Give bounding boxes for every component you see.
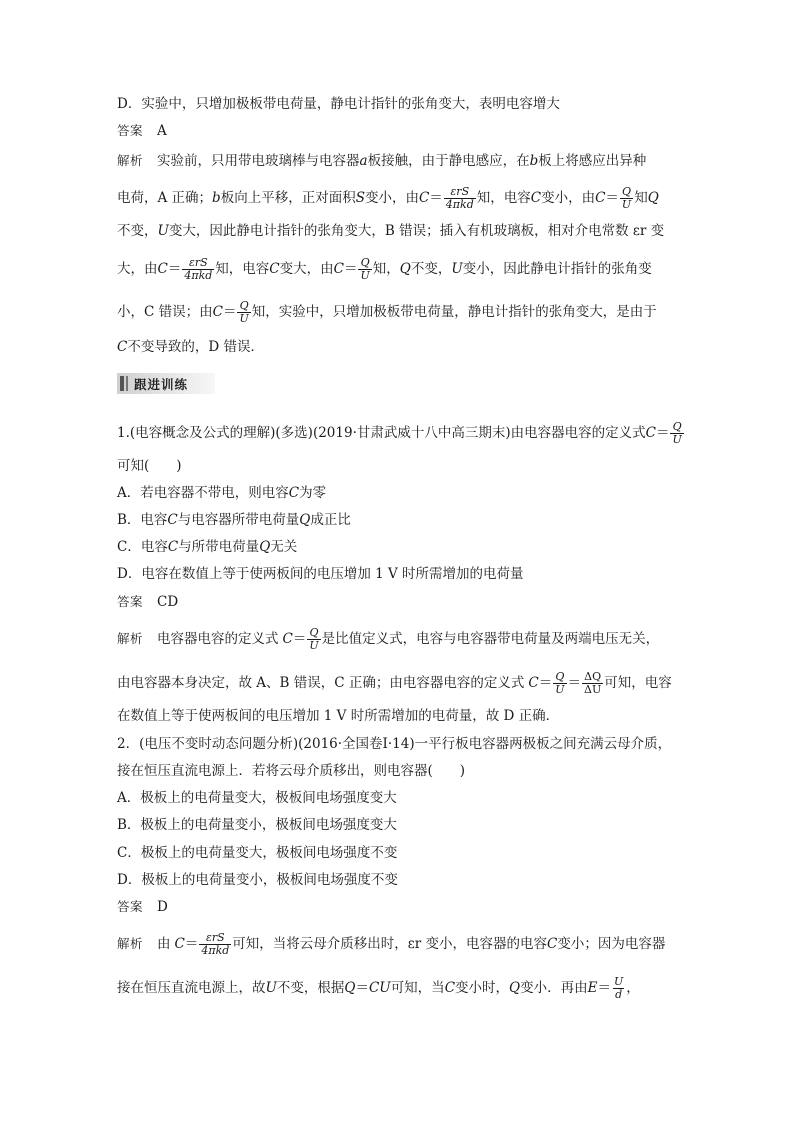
text-span: A．极板上的电荷量变大，极板间电场强度变大 (117, 790, 397, 806)
text-span: b (212, 190, 221, 206)
text-span: Q (555, 670, 565, 683)
text-span: 解析 (117, 631, 144, 646)
text-span: C (117, 339, 128, 355)
text-span: C (269, 261, 280, 277)
q2-option-a (117, 788, 397, 808)
text-span: 4πkd (201, 944, 230, 957)
text-span: ΔQ (584, 670, 602, 683)
text-span: 不变， (117, 223, 158, 239)
text-span: 实验前，只用带电玻璃棒与电容器 (157, 153, 360, 169)
text-span: 可知，电容 (604, 675, 672, 691)
formula-fraction (444, 186, 476, 211)
text-span: C (645, 425, 656, 441)
text-span: 知，电容 (476, 190, 531, 206)
text-span: 大，由 (117, 261, 158, 277)
text-span: Q (259, 539, 271, 555)
text-span: 由电容器本身决定，故 A、B 错误，C 正确；由电容器电容的定义式 (117, 675, 525, 691)
formula-fraction (620, 186, 633, 211)
text-span: C．极板上的电荷量变大，极板间电场强度不变 (117, 845, 398, 861)
text-span: 变小．再由 (520, 980, 588, 996)
q2-option-c (117, 843, 397, 863)
text-span: 变大，因此静电计指针的张角变大，B 错误；插入有机玻璃板，相对介电常数 εr 变 (168, 223, 665, 239)
section-title: 跟进训练 (134, 376, 189, 392)
analysis-line-3 (117, 221, 664, 241)
text-span: U (239, 312, 249, 325)
text-span: Q (309, 626, 319, 639)
q1-option-d (117, 564, 524, 584)
text-span: 知，实验中，只增加极板带电荷量，静电计指针的张角变大，是由于 (251, 304, 657, 320)
formula-fraction (237, 300, 250, 325)
text-span: ＝ (343, 261, 358, 277)
text-span: U (451, 261, 463, 277)
text-span: Q (299, 512, 311, 528)
text-span: D．实验中，只增加极板带电荷量，静电计指针的张角变大，表明电容增大 (117, 96, 560, 112)
text-span: 知， (372, 261, 400, 277)
formula-fraction (182, 257, 214, 282)
q1-analysis-line-3 (117, 706, 559, 726)
text-span: 无关 (270, 539, 298, 555)
q1-answer-line (117, 592, 178, 612)
q1-option-b (117, 510, 351, 530)
section-header (117, 373, 215, 394)
q1-option-c (117, 537, 297, 557)
analysis-line-2 (117, 186, 659, 211)
formula-fraction (670, 421, 683, 446)
text-span: C (167, 512, 178, 528)
text-span: D．极板上的电荷量变小，极板间电场强度不变 (117, 872, 398, 888)
text-span: 2．(电压不变时动态问题分析)(2016·全国卷Ⅰ·14)一平行板电容器两极板之间充满云母介质， (117, 736, 672, 752)
text-span: 变小，因此静电计指针的张角变 (462, 261, 652, 277)
text-span: 由 (157, 936, 171, 952)
text-span: 接在恒压直流电源上．若将云母介质移出，则电容器( ) (117, 763, 466, 779)
answer-value: A (157, 123, 167, 139)
text-span: Q (239, 299, 249, 312)
q2-option-d (117, 870, 398, 890)
text-span: 小，C 错误；由 (117, 304, 213, 320)
q2-analysis-line-2 (117, 976, 640, 1001)
text-span: 可知，当 (390, 980, 445, 996)
text-span: U (613, 975, 624, 988)
text-span: C (282, 631, 293, 647)
text-span: 变小；因为电容器 (557, 936, 666, 952)
q2-answer-line (117, 897, 168, 917)
text-span: U (555, 683, 565, 696)
text-span: 板上将感应出异种 (538, 153, 647, 169)
text-span: ＝ (567, 675, 581, 691)
text-span: ＝ (538, 675, 553, 691)
q1-stem-line-2 (117, 456, 182, 476)
text-span: 电容器电容的定义式 (157, 631, 279, 647)
text-span: ＝ (655, 425, 670, 441)
q1-analysis-line-1 (117, 627, 659, 652)
text-span: Q (360, 256, 370, 269)
text-span: ， (626, 980, 640, 996)
text-span: 板向上平移，正对面积 (220, 190, 356, 206)
text-span: b (529, 153, 539, 169)
q1-option-a (117, 483, 326, 503)
text-span: C (212, 304, 223, 320)
text-span: CU (368, 980, 391, 996)
text-span: B．电容 (117, 512, 168, 528)
formula-fraction (199, 932, 231, 957)
text-span: 接在恒压直流电源上，故 (117, 980, 266, 996)
text-span: U (621, 198, 632, 211)
text-span: C (418, 190, 430, 206)
text-span: C (333, 261, 344, 277)
text-span: 知，电容 (215, 261, 270, 277)
text-span: 变大，由 (279, 261, 334, 277)
text-span: d (615, 988, 623, 1001)
text-span: Q (509, 980, 521, 996)
section-marker-icon (120, 376, 124, 391)
q2-stem-line-1 (117, 734, 671, 754)
text-span: 可知( ) (117, 458, 182, 474)
text-span: C (167, 539, 179, 555)
text-span: εrS (450, 185, 470, 198)
text-span: 可知，当将云母介质移出时，εr 变小，电容器的电容 (232, 936, 548, 952)
text-span: 变小，由 (364, 190, 419, 206)
text-span: A．若电容器不带电，则电容 (117, 485, 289, 501)
text-span: C．电容 (117, 539, 168, 555)
q1-answer-value: CD (157, 594, 179, 610)
text-span: 不变，根据 (276, 980, 345, 996)
text-span: 答案 (117, 899, 144, 914)
text-span: 与电容器所带电荷量 (177, 512, 300, 528)
analysis-line-4 (117, 257, 652, 282)
text-span: 4πkd (184, 269, 213, 282)
text-span: D．电容在数值上等于使两板间的电压增加 1 V 时所需增加的电荷量 (117, 566, 524, 582)
q1-stem-line-1 (117, 421, 685, 446)
text-span: C (595, 190, 606, 206)
q1-analysis-line-2 (117, 671, 672, 696)
text-span: E (587, 980, 598, 996)
text-span: 变小，由 (541, 190, 596, 206)
text-span: C (530, 190, 542, 206)
q2-stem-line-2 (117, 761, 465, 781)
text-span: 解析 (117, 936, 144, 951)
text-span: U (265, 980, 277, 996)
text-span: C (157, 261, 168, 277)
text-span: a (359, 153, 368, 169)
text-span: C (174, 936, 185, 952)
answer-line (117, 121, 167, 141)
text-span: ＝ (167, 261, 182, 277)
section-marker-icon (126, 376, 128, 391)
q2-analysis-line-1 (117, 932, 665, 957)
text-span: 电荷，A 正确； (117, 190, 213, 206)
formula-fraction (553, 671, 566, 696)
analysis-line-5 (117, 300, 657, 325)
analysis-line-6 (117, 337, 264, 357)
text-span: 成正比 (310, 512, 351, 528)
text-span: ＝ (355, 980, 369, 996)
text-span: ＝ (605, 190, 619, 206)
text-span: 是比值定义式，电容与电容器带电荷量及两端电压无关， (321, 631, 660, 647)
text-span: U (157, 223, 169, 239)
text-span: B．极板上的电荷量变小，极板间电场强度变大 (117, 817, 397, 833)
text-span: ＝ (597, 980, 611, 996)
text-span: 4πkd (445, 198, 474, 211)
text-span: C (528, 675, 539, 691)
text-span: ＝ (429, 190, 443, 206)
text-span: Q (672, 420, 682, 433)
analysis-line-1 (117, 151, 646, 171)
text-span: 答案 (117, 594, 144, 609)
text-span: ＝ (292, 631, 307, 647)
text-span: 不变， (410, 261, 452, 277)
text-span: 不变导致的，D 错误． (127, 339, 264, 355)
text-span: εrS (205, 931, 225, 944)
formula-fraction (307, 627, 320, 652)
formula-fraction (612, 976, 625, 1001)
text-span: 在数值上等于使两板间的电压增加 1 V 时所需增加的电荷量，故 D 正确． (117, 708, 560, 724)
text-span: 与所带电荷量 (178, 539, 260, 555)
text-span: C (288, 485, 300, 501)
formula-fraction (358, 257, 371, 282)
text-span: Q (622, 185, 632, 198)
text-span: 变小时， (455, 980, 510, 996)
text-span: U (309, 639, 319, 652)
text-span: ΔU (584, 683, 602, 696)
text-span: Q (647, 190, 659, 206)
analysis-label: 解析 (117, 153, 144, 168)
text-span: S (355, 190, 365, 206)
text-span: 板接触，由于静电感应，在 (367, 153, 530, 169)
q2-answer-value: D (157, 899, 168, 915)
q2-option-b (117, 815, 397, 835)
text-span: U (672, 433, 682, 446)
formula-fraction (582, 671, 603, 696)
text-span: Q (344, 980, 356, 996)
text-span: C (444, 980, 456, 996)
text-span: 知 (634, 190, 648, 206)
text-span: Q (399, 261, 411, 277)
text-span: εrS (188, 256, 208, 269)
text-span: C (547, 936, 558, 952)
option-d-text (117, 94, 560, 114)
text-span: U (360, 269, 370, 282)
text-span: ＝ (222, 304, 237, 320)
answer-label: 答案 (117, 123, 144, 138)
text-span: 为零 (299, 485, 327, 501)
text-span: 1.(电容概念及公式的理解)(多选)(2019·甘肃武威十八中高三期末)由电容器电容的定义式 (117, 425, 646, 441)
text-span: ＝ (184, 936, 199, 952)
